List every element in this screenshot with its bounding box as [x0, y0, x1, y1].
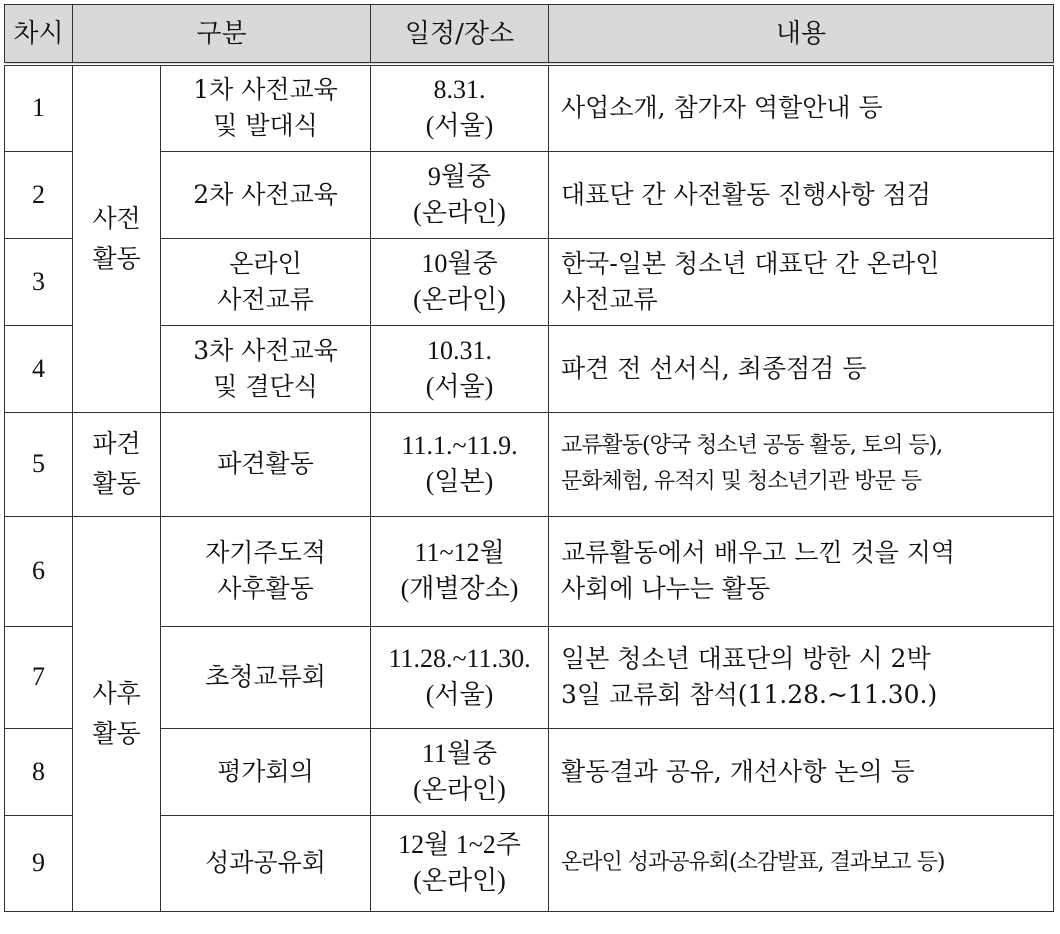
content-cell: [549, 412, 1054, 516]
table-row: [5, 815, 1054, 911]
table-row: [5, 412, 1054, 516]
session-number: 2: [5, 151, 73, 238]
schedule-cell: [371, 238, 549, 325]
content-label: 한국-일본 청소년 대표단 간 온라인 사전교류: [561, 248, 940, 314]
content-cell: [549, 516, 1054, 626]
schedule-label: 8.31. (서울): [425, 75, 494, 141]
content-label: 교류활동(양국 청소년 공동 활동, 토의 등), 문화체험, 유적지 및 청소년기관 방문 등: [561, 433, 943, 494]
session-number: 9: [5, 815, 73, 911]
schedule-label: 12월 1~2주 (온라인): [398, 830, 521, 895]
item-label: 3차 사전교육 및 결단식: [193, 335, 338, 401]
session-number: 7: [5, 626, 73, 728]
content-cell: [549, 238, 1054, 325]
content-label: 활동결과 공유, 개선사항 논의 등: [561, 756, 915, 786]
table-row: [5, 151, 1054, 238]
session-number: 4: [5, 325, 73, 412]
table-row: [5, 64, 1054, 151]
item-label: 평가회의: [217, 756, 314, 786]
schedule-cell: [371, 516, 549, 626]
table-row: [5, 325, 1054, 412]
item-label: 자기주도적 사후활동: [205, 538, 326, 603]
schedule-cell: [371, 325, 549, 412]
content-cell: [549, 728, 1054, 815]
content-label: 교류활동에서 배우고 느낀 것을 지역 사회에 나누는 활동: [561, 538, 956, 603]
table-row: [5, 238, 1054, 325]
session-number: 5: [5, 412, 73, 516]
group-label: 사후 활동: [92, 678, 141, 748]
schedule-label: 9월중 (온라인): [413, 161, 506, 227]
schedule-cell: [371, 412, 549, 516]
item-cell: [161, 64, 371, 151]
header-row: [5, 5, 1054, 65]
content-cell: [549, 325, 1054, 412]
schedule-table: [4, 4, 1054, 912]
item-cell: [161, 325, 371, 412]
session-number: 1: [5, 64, 73, 151]
table-row: [5, 626, 1054, 728]
schedule-cell: [371, 626, 549, 728]
group-dispatch-activity: [73, 412, 161, 516]
schedule-label: 10.31. (서울): [425, 335, 494, 401]
schedule-cell: [371, 815, 549, 911]
content-label: 온라인 성과공유회(소감발표, 결과보고 등): [561, 850, 945, 875]
header-category: 구분: [73, 5, 371, 65]
content-cell: [549, 151, 1054, 238]
content-label: 대표단 간 사전활동 진행사항 점검: [561, 179, 931, 209]
item-cell: [161, 815, 371, 911]
header-content: 내용: [549, 5, 1054, 65]
item-cell: [161, 626, 371, 728]
item-label: 2차 사전교육: [193, 179, 338, 209]
item-label: 1차 사전교육 및 발대식: [193, 75, 338, 141]
schedule-label: 11~12월 (개별장소): [400, 538, 519, 603]
group-label: 사전 활동: [92, 203, 141, 273]
schedule-label: 10월중 (온라인): [413, 248, 506, 314]
schedule-label: 11월중 (온라인): [413, 738, 506, 804]
table-row: [5, 728, 1054, 815]
schedule-cell: [371, 728, 549, 815]
session-number: 3: [5, 238, 73, 325]
schedule-label: 11.1.~11.9. (일본): [401, 431, 518, 496]
content-label: 사업소개, 참가자 역할안내 등: [561, 93, 883, 123]
content-cell: [549, 815, 1054, 911]
group-post-activity: [73, 516, 161, 911]
header-schedule-place: 일정/장소: [371, 5, 549, 65]
schedule-cell: [371, 64, 549, 151]
content-label: 파견 전 선서식, 최종점검 등: [561, 353, 867, 383]
content-cell: [549, 64, 1054, 151]
group-pre-activity: [73, 64, 161, 412]
item-cell: [161, 728, 371, 815]
item-cell: [161, 412, 371, 516]
header-session: 차시: [5, 5, 73, 65]
content-cell: [549, 626, 1054, 728]
schedule-cell: [371, 151, 549, 238]
item-cell: [161, 238, 371, 325]
item-label: 파견활동: [217, 449, 314, 478]
group-label: 파견 활동: [92, 429, 141, 498]
session-number: 6: [5, 516, 73, 626]
item-cell: [161, 151, 371, 238]
item-label: 성과공유회: [205, 848, 326, 877]
content-label: 일본 청소년 대표단의 방한 시 2박 3일 교류회 참석(11.28.~11.30.): [561, 644, 938, 709]
item-label: 온라인 사전교류: [217, 248, 314, 314]
table-row: [5, 516, 1054, 626]
item-cell: [161, 516, 371, 626]
item-label: 초청교류회: [205, 662, 326, 691]
session-number: 8: [5, 728, 73, 815]
schedule-label: 11.28.~11.30. (서울): [388, 644, 531, 709]
